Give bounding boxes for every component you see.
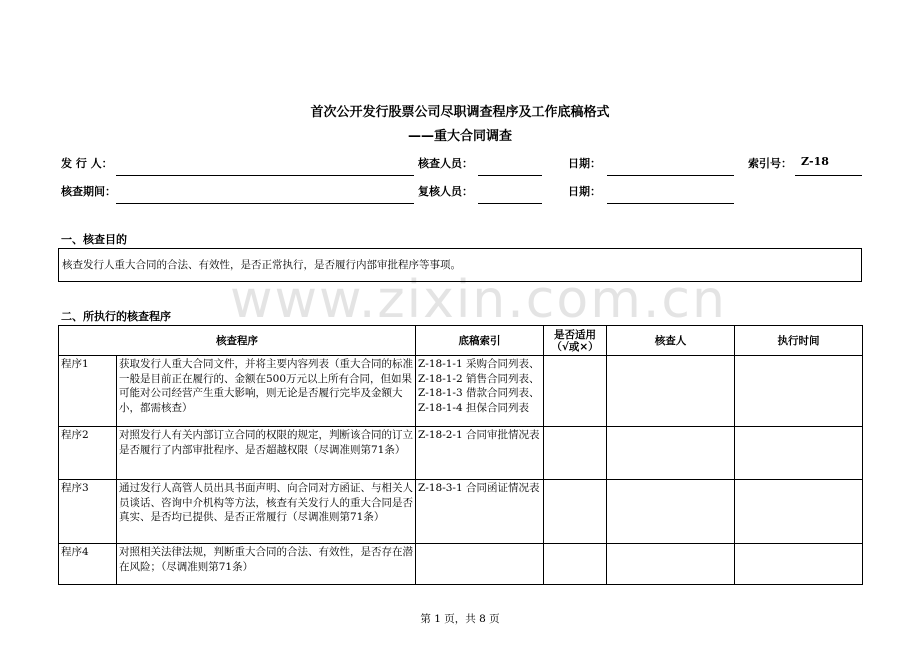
period-label: 核查期间： [61,185,116,198]
col-header-index: 底稿索引 [416,326,544,356]
table-header-row [59,326,863,356]
section1-heading: 一、核查目的 [61,233,127,246]
document-title: 首次公开发行股票公司尽职调查程序及工作底稿格式 [310,105,610,120]
row-id: 程序2 [59,427,117,480]
period-field[interactable] [116,202,414,204]
row-procedure: 通过发行人高管人员出具书面声明、向合同对方函证、与相关人员谈话、咨询中介机构等方法，核查有关发行人的重大合同是否真实、是否均已提供、是否正常履行（尽调准则第71条） [117,480,416,544]
row-applicable-cell[interactable] [544,480,607,544]
index-label: 索引号： [748,157,792,170]
row-procedure: 对照相关法律法规，判断重大合同的合法、有效性，是否存在潜在风险；（尽调准则第71条） [117,544,416,585]
table-row [59,427,863,480]
row-index [416,356,544,427]
row-id: 程序3 [59,480,117,544]
page-footer: 第 1 页，共 8 页 [420,613,500,625]
document-subtitle: ——重大合同调查 [407,129,512,144]
row-procedure: 获取发行人重大合同文件，并将主要内容列表（重大合同的标准一般是目前正在履行的、金额在500万元以上所有合同，但如果可能对公司经营产生重大影响，则无论是否履行完毕及金额大小，都需核查） [117,356,416,427]
row-id: 程序1 [59,356,117,427]
purpose-text: 核查发行人重大合同的合法、有效性，是否正常执行，是否履行内部审批程序等事项。 [62,259,461,271]
row-checker-cell[interactable] [607,480,735,544]
row-index: Z-18-3-1 合同函证情况表 [416,480,544,544]
date-field-2[interactable] [607,202,734,204]
row-checker-cell[interactable] [607,427,735,480]
section2-heading: 二、所执行的核查程序 [61,310,171,323]
row-index: Z-18-2-1 合同审批情况表 [416,427,544,480]
watermark: www.zixin.com.cn [230,270,727,330]
table-row [59,480,863,544]
date-label-2: 日期： [568,185,601,198]
table-row [59,356,863,427]
issuer-label: 发 行 人： [61,157,113,170]
row-id: 程序4 [59,544,117,585]
checker-field[interactable] [478,174,542,176]
row-time-cell[interactable] [735,427,863,480]
checker-label: 核查人员： [418,157,473,170]
row-index-text: Z-18-1-1 采购合同列表、Z-18-1-2 销售合同列表、Z-18-1-3 借款合同列表、Z-18-1-4 担保合同列表 [418,358,540,414]
reviewer-label: 复核人员： [418,185,473,198]
table-row [59,544,863,585]
col-header-checker: 核查人 [607,326,735,356]
date-field-1[interactable] [607,174,734,176]
row-procedure: 对照发行人有关内部订立合同的权限的规定，判断该合同的订立是否履行了内部审批程序、是否超越权限（尽调准则第71条） [117,427,416,480]
date-label-1: 日期： [568,157,601,170]
row-checker-cell[interactable] [607,356,735,427]
col-header-time: 执行时间 [735,326,863,356]
index-underline [795,174,862,176]
row-time-cell[interactable] [735,544,863,585]
row-applicable-cell[interactable] [544,544,607,585]
reviewer-field[interactable] [478,202,542,204]
index-value: Z-18 [801,155,829,168]
row-time-cell[interactable] [735,480,863,544]
col-header-applicable: 是否适用 （√或×） [544,326,607,356]
row-applicable-cell[interactable] [544,427,607,480]
row-time-cell[interactable] [735,356,863,427]
row-applicable-cell[interactable] [544,356,607,427]
row-index [416,544,544,585]
row-checker-cell[interactable] [607,544,735,585]
col-header-procedure: 核查程序 [59,326,416,356]
purpose-box [58,248,862,282]
issuer-field[interactable] [116,174,414,176]
procedure-table [58,325,863,585]
